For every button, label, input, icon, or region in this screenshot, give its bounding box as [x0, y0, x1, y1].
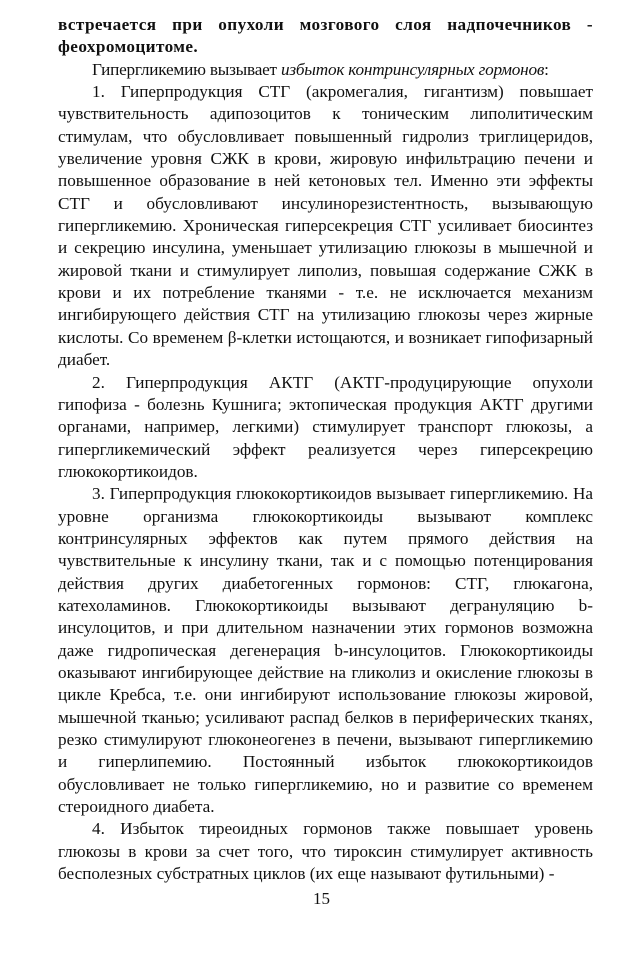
lead-emphasis: избыток контринсулярных гормонов	[280, 59, 545, 79]
item-paragraph-3: 3. Гиперпродукция глюкокортикоидов вызывает гипергликемию. На уровне организма глюкокортикоиды вызывают комплекс контринсулярных эффектов как путем прямого действия на чувствительные к инсулину ткани, так и с помощью потенцирования действия других диабетогенных гормонов: СТГ, глюкагона, катехоламинов. Глюкокортикоиды вызывают дегрануляцию b-инсулоцитов, и при длительном назначении этих гормонов возможна даже гидропическая дегенерация b-инсулоцитов. Глюкокортикоиды оказывают ингибирующее действие на гликолиз и окисление глюкозы в цикле Кребса, т.е. они ингибируют использование глюкозы жировой, мышечной тканью; усиливают распад белков в периферических тканях, резко стимулируют глюконеогенез в печени, вызывают гипергликемию и гиперлипемию. Постоянный избыток глюкокортикоидов обусловливает не только гипергликемию, но и развитие со временем стероидного диабета.	[58, 484, 593, 817]
lead-tail: :	[544, 59, 549, 79]
item-paragraph-2: 2. Гиперпродукция АКТГ (АКТГ-продуцирующие опухоли гипофиза - болезнь Кушнига; эктопическая продукция АКТГ другими органами, например, легкими) стимулирует транспорт глюкозы, а гипергликемический эффект реализуется через гиперсекрецию глюкокортикоидов.	[58, 372, 593, 481]
lead-text: Гипергликемию вызывает	[92, 59, 281, 79]
intro-paragraph: встречается при опухоли мозгового слоя надпочечников - феохромоцитоме.	[58, 15, 593, 57]
item-paragraph-4: 4. Избыток тиреоидных гормонов также повышает уровень глюкозы в крови за счет того, что тироксин стимулирует активность бесполезных субстратных циклов (их еще называют футильными) -	[58, 819, 593, 884]
page-number: 15	[313, 889, 330, 908]
item-paragraph-1: 1. Гиперпродукция СТГ (акромегалия, гигантизм) повышает чувствительность адипозоцитов к тоническим липолитическим стимулам, что обусловливает повышенный гидролиз триглицеридов, увеличение уровня СЖК в крови, жировую инфильтрацию печени и повышенное образование в ней кетоновых тел. Именно эти эффекты СТГ и обусловливают инсулинорезистентность, вызывающую гипергликемию. Хроническая гиперсекреция СТГ усиливает биосинтез и секрецию инсулина, уменьшает утилизацию глюкозы в мышечной и жировой ткани и стимулирует липолиз, повышая содержание СЖК в крови и их потребление тканями - т.е. не исключается механизм ингибирующего действия СТГ на утилизацию глюкозы через жирные кислоты. Со временем β-клетки истощаются, и возникает гипофизарный диабет.	[58, 82, 593, 370]
lead-paragraph	[58, 59, 593, 81]
